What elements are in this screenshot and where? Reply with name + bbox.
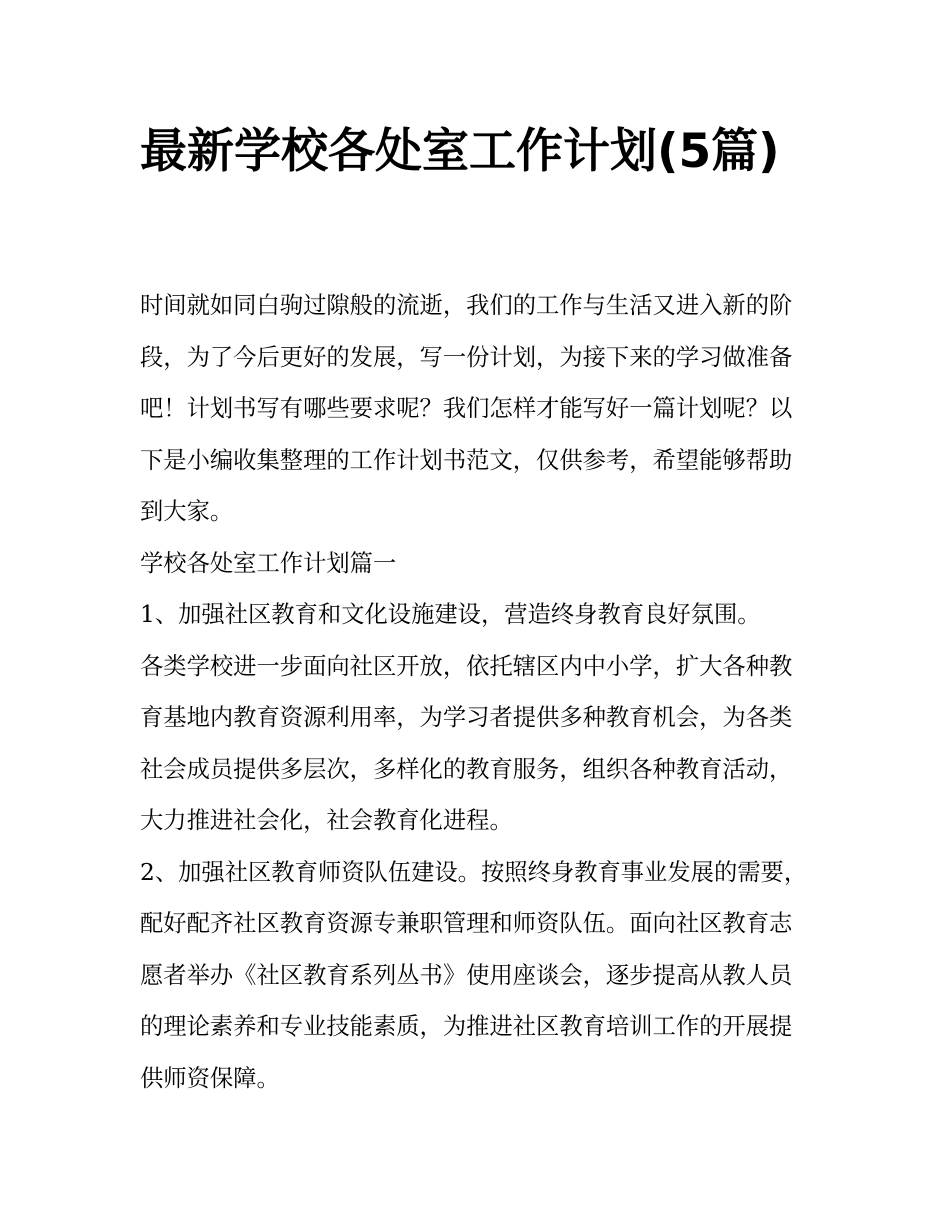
document-body [140, 280, 815, 1104]
section-heading: 学校各处室工作计划篇一 [140, 549, 397, 577]
item-2-paragraph: 2、加强社区教育师资队伍建设。按照终身教育事业发展的需要，配好配齐社区教育资源专兼职管理和师资队伍。面向社区教育志愿者举办《社区教育系列丛书》使用座谈会，逐步提高从教人员的理论素养和专业技能素质，为推进社区教育培训工作的开展提供师资保障。 [140, 858, 808, 1092]
item-1-paragraph: 各类学校进一步面向社区开放，依托辖区内中小学，扩大各种教育基地内教育资源利用率，为学习者提供多种教育机会，为各类社会成员提供多层次，多样化的教育服务，组织各种教育活动，大力推进社会化，社会教育化进程。 [140, 652, 793, 834]
item-1-heading: 1、加强社区教育和文化设施建设，营造终身教育良好氛围。 [140, 601, 761, 628]
document-title: 最新学校各处室工作计划(5篇) [140, 124, 780, 179]
intro-paragraph: 时间就如同白驹过隙般的流逝，我们的工作与生活又进入新的阶段，为了今后更好的发展，写一份计划，为接下来的学习做准备吧！计划书写有哪些要求呢？我们怎样才能写好一篇计划呢？以下是小编收集整理的工作计划书范文，仅供参考，希望能够帮助到大家。 [140, 292, 793, 525]
